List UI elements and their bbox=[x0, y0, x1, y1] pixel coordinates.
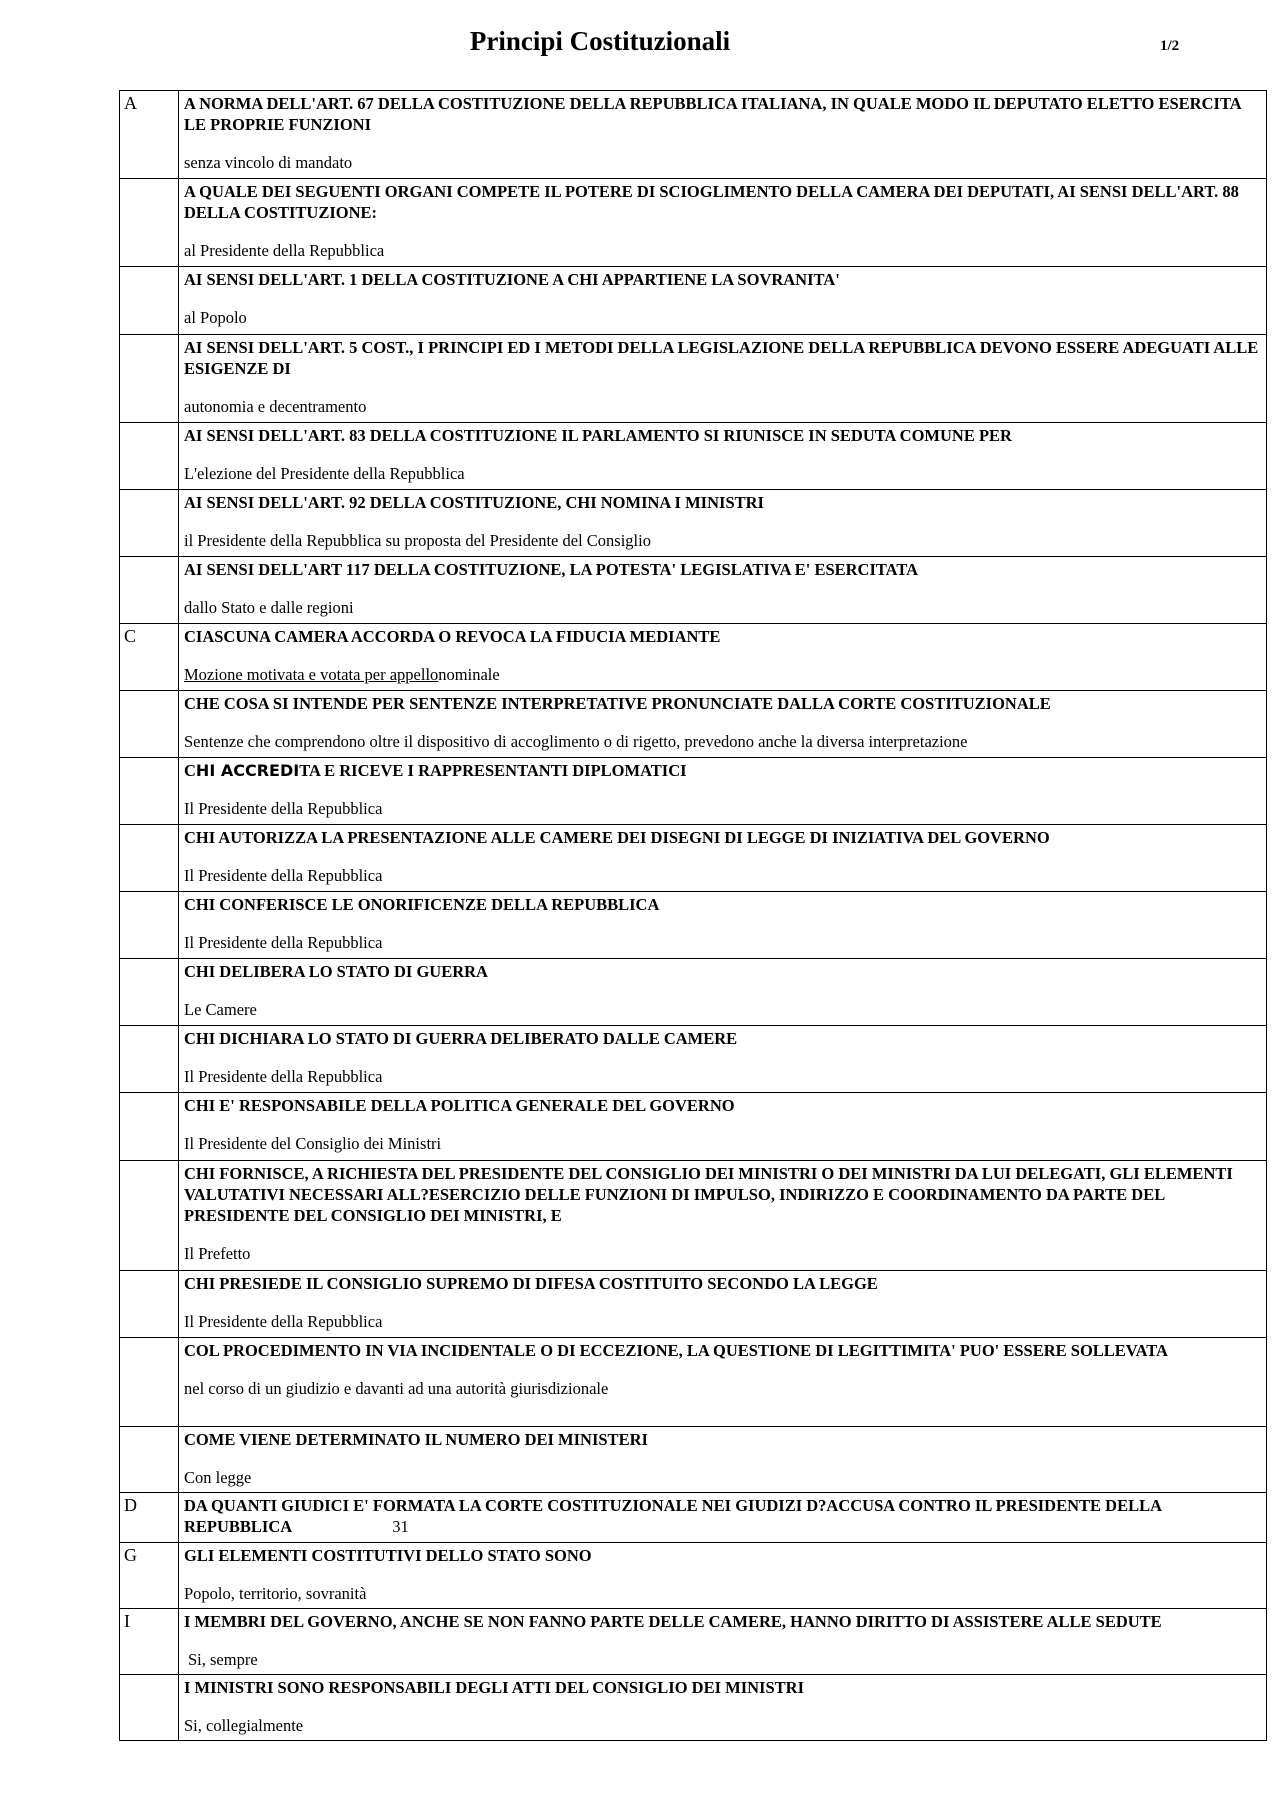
letter-cell bbox=[120, 1093, 179, 1161]
letter-cell: C bbox=[120, 624, 179, 691]
table-row bbox=[120, 1427, 1267, 1493]
letter-cell bbox=[120, 1675, 179, 1741]
question-text: CHI PRESIEDE IL CONSIGLIO SUPREMO DI DIFESA COSTITUITO SECONDO LA LEGGE bbox=[184, 1274, 878, 1293]
letter-cell bbox=[120, 1161, 179, 1271]
answer-text: 31 bbox=[392, 1517, 409, 1536]
table-row bbox=[120, 758, 1267, 825]
question-text: AI SENSI DELL'ART. 5 COST., I PRINCIPI ED I METODI DELLA LEGISLAZIONE DELLA REPUBBLICA DEVONO ESSERE ADEGUATI ALLE ESIGENZE DI bbox=[184, 338, 1259, 378]
table-row bbox=[120, 1161, 1267, 1271]
question-text: I MINISTRI SONO RESPONSABILI DEGLI ATTI DEL CONSIGLIO DEI MINISTRI bbox=[184, 1678, 804, 1697]
answer-text: Popolo, territorio, sovranità bbox=[184, 1584, 367, 1603]
answer-rest: nominale bbox=[438, 665, 500, 684]
question-text: CHI DICHIARA LO STATO DI GUERRA DELIBERATO DALLE CAMERE bbox=[184, 1029, 738, 1048]
answer-text: senza vincolo di mandato bbox=[184, 153, 353, 172]
letter-cell: I bbox=[120, 1609, 179, 1675]
qa-cell bbox=[179, 423, 1267, 490]
answer-text: al Presidente della Repubblica bbox=[184, 241, 385, 260]
question-text: CIASCUNA CAMERA ACCORDA O REVOCA LA FIDUCIA MEDIANTE bbox=[184, 627, 721, 646]
qa-cell bbox=[179, 557, 1267, 624]
table-row bbox=[120, 335, 1267, 423]
letter-cell bbox=[120, 179, 179, 267]
qa-cell bbox=[179, 1493, 1267, 1543]
table-row bbox=[120, 490, 1267, 557]
question-text: CHI CONFERISCE LE ONORIFICENZE DELLA REPUBBLICA bbox=[184, 895, 660, 914]
question-text: I MEMBRI DEL GOVERNO, ANCHE SE NON FANNO PARTE DELLE CAMERE, HANNO DIRITTO DI ASSISTERE ALLE SEDUTE bbox=[184, 1612, 1162, 1631]
letter-cell bbox=[120, 959, 179, 1026]
letter-cell bbox=[120, 423, 179, 490]
question-text: A QUALE DEI SEGUENTI ORGANI COMPETE IL POTERE DI SCIOGLIMENTO DELLA CAMERA DEI DEPUTATI, AI SENSI DELL'ART. 88 DELLA COSTITUZIONE: bbox=[184, 182, 1239, 222]
question-text bbox=[184, 760, 1263, 781]
letter-cell bbox=[120, 267, 179, 335]
table-row bbox=[120, 1675, 1267, 1741]
qa-cell bbox=[179, 758, 1267, 825]
question-text: AI SENSI DELL'ART. 83 DELLA COSTITUZIONE IL PARLAMENTO SI RIUNISCE IN SEDUTA COMUNE PER bbox=[184, 426, 1012, 445]
table-row bbox=[120, 624, 1267, 691]
qa-cell bbox=[179, 1026, 1267, 1093]
qa-cell bbox=[179, 490, 1267, 557]
answer-text: Il Presidente del Consiglio dei Ministri bbox=[184, 1134, 442, 1153]
letter-cell bbox=[120, 335, 179, 423]
letter-cell bbox=[120, 892, 179, 959]
question-text: CHI DELIBERA LO STATO DI GUERRA bbox=[184, 962, 488, 981]
question-text: CHE COSA SI INTENDE PER SENTENZE INTERPRETATIVE PRONUNCIATE DALLA CORTE COSTITUZIONALE bbox=[184, 694, 1051, 713]
answer-text: Le Camere bbox=[184, 1000, 257, 1019]
table-row bbox=[120, 267, 1267, 335]
page-number: 1/2 bbox=[1160, 38, 1180, 54]
answer-text: Si, sempre bbox=[188, 1650, 258, 1669]
letter-cell bbox=[120, 825, 179, 892]
qa-cell bbox=[179, 892, 1267, 959]
qa-cell bbox=[179, 1338, 1267, 1427]
qa-cell bbox=[179, 825, 1267, 892]
answer-text: Il Presidente della Repubblica bbox=[184, 1067, 383, 1086]
qa-cell bbox=[179, 1093, 1267, 1161]
question-text: CHI AUTORIZZA LA PRESENTAZIONE ALLE CAMERE DEI DISEGNI DI LEGGE DI INIZIATIVA DEL GOVERNO bbox=[184, 828, 1050, 847]
answer-text: nel corso di un giudizio e davanti ad una autorità giurisdizionale bbox=[184, 1379, 609, 1398]
answer-text: Si, collegialmente bbox=[184, 1716, 304, 1735]
answer-text: Il Presidente della Repubblica bbox=[184, 799, 383, 818]
question-text: AI SENSI DELL'ART 117 DELLA COSTITUZIONE, LA POTESTA' LEGISLATIVA E' ESERCITATA bbox=[184, 560, 919, 579]
letter-cell bbox=[120, 557, 179, 624]
qa-cell bbox=[179, 691, 1267, 758]
letter-cell bbox=[120, 1026, 179, 1093]
qa-cell bbox=[179, 179, 1267, 267]
letter-cell: G bbox=[120, 1543, 179, 1609]
question-text bbox=[184, 1495, 1263, 1537]
letter-cell bbox=[120, 758, 179, 825]
answer-text: L'elezione del Presidente della Repubblica bbox=[184, 464, 465, 483]
table-row bbox=[120, 825, 1267, 892]
qa-cell bbox=[179, 1271, 1267, 1338]
answer-text bbox=[184, 665, 1263, 686]
letter-cell bbox=[120, 490, 179, 557]
qa-cell bbox=[179, 267, 1267, 335]
qa-cell bbox=[179, 1161, 1267, 1271]
table-row bbox=[120, 1543, 1267, 1609]
question-part-b: HI ACCREDI bbox=[195, 761, 300, 780]
table-row bbox=[120, 1026, 1267, 1093]
qa-cell bbox=[179, 1675, 1267, 1741]
qa-cell bbox=[179, 624, 1267, 691]
table-row bbox=[120, 691, 1267, 758]
question-part-c: TA E RICEVE I RAPPRESENTANTI DIPLOMATICI bbox=[299, 761, 687, 780]
question-part-a: C bbox=[184, 761, 196, 780]
answer-text: Il Presidente della Repubblica bbox=[184, 1312, 383, 1331]
qa-cell bbox=[179, 335, 1267, 423]
table-row bbox=[120, 1493, 1267, 1543]
table-row bbox=[120, 1271, 1267, 1338]
answer-text: autonomia e decentramento bbox=[184, 397, 367, 416]
table-row bbox=[120, 1609, 1267, 1675]
table-row bbox=[120, 179, 1267, 267]
answer-text: dallo Stato e dalle regioni bbox=[184, 598, 354, 617]
table-row bbox=[120, 892, 1267, 959]
table-row bbox=[120, 1093, 1267, 1161]
answer-text: Con legge bbox=[184, 1468, 252, 1487]
letter-cell bbox=[120, 1427, 179, 1493]
letter-cell bbox=[120, 1338, 179, 1427]
answer-text: Sentenze che comprendono oltre il dispositivo di accoglimento o di rigetto, prevedono anche la diversa interpretazione bbox=[184, 732, 968, 751]
answer-text: Il Presidente della Repubblica bbox=[184, 933, 383, 952]
question-text: GLI ELEMENTI COSTITUTIVI DELLO STATO SONO bbox=[184, 1546, 592, 1565]
answer-text: Il Presidente della Repubblica bbox=[184, 866, 383, 885]
qa-cell bbox=[179, 1543, 1267, 1609]
qa-cell bbox=[179, 959, 1267, 1026]
page-title: Principi Costituzionali bbox=[469, 26, 731, 56]
qa-cell bbox=[179, 1427, 1267, 1493]
answer-text: al Popolo bbox=[184, 308, 247, 327]
letter-cell: A bbox=[120, 91, 179, 179]
qa-cell bbox=[179, 91, 1267, 179]
question-text: AI SENSI DELL'ART. 1 DELLA COSTITUZIONE A CHI APPARTIENE LA SOVRANITA' bbox=[184, 270, 840, 289]
table-row bbox=[120, 557, 1267, 624]
question-body: DA QUANTI GIUDICI E' FORMATA LA CORTE COSTITUZIONALE NEI GIUDIZI D?ACCUSA CONTRO IL PRESIDENTE DELLA REPUBBLICA bbox=[184, 1496, 1162, 1536]
question-text: CHI FORNISCE, A RICHIESTA DEL PRESIDENTE DEL CONSIGLIO DEI MINISTRI O DEI MINISTRI DA LUI DELEGATI, GLI ELEMENTI VALUTATIVI NECESSARI ALL?ESERCIZIO DELLE FUNZIONI DI IMPULSO, INDIRIZZO E COORDINAMENTO DA PARTE DEL PRESIDENTE DEL CONSIGLIO DEI MINISTRI, E bbox=[184, 1164, 1233, 1225]
table-row bbox=[120, 1338, 1267, 1427]
question-text: COME VIENE DETERMINATO IL NUMERO DEI MINISTERI bbox=[184, 1430, 648, 1449]
question-text: AI SENSI DELL'ART. 92 DELLA COSTITUZIONE, CHI NOMINA I MINISTRI bbox=[184, 493, 764, 512]
letter-cell bbox=[120, 1271, 179, 1338]
answer-text: Il Prefetto bbox=[184, 1244, 251, 1263]
qa-cell bbox=[179, 1609, 1267, 1675]
page-header bbox=[0, 26, 1280, 66]
table-row bbox=[120, 91, 1267, 179]
table-row bbox=[120, 959, 1267, 1026]
table-row bbox=[120, 423, 1267, 490]
question-text: CHI E' RESPONSABILE DELLA POLITICA GENERALE DEL GOVERNO bbox=[184, 1096, 735, 1115]
answer-text: il Presidente della Repubblica su proposta del Presidente del Consiglio bbox=[184, 531, 651, 550]
question-text: A NORMA DELL'ART. 67 DELLA COSTITUZIONE DELLA REPUBBLICA ITALIANA, IN QUALE MODO IL DEPUTATO ELETTO ESERCITA LE PROPRIE FUNZIONI bbox=[184, 94, 1241, 134]
question-text: COL PROCEDIMENTO IN VIA INCIDENTALE O DI ECCEZIONE, LA QUESTIONE DI LEGITTIMITA' PUO' ESSERE SOLLEVATA bbox=[184, 1341, 1168, 1360]
qa-table bbox=[119, 90, 1267, 1741]
letter-cell bbox=[120, 691, 179, 758]
letter-cell: D bbox=[120, 1493, 179, 1543]
answer-underlined: Mozione motivata e votata per appello bbox=[184, 665, 439, 684]
